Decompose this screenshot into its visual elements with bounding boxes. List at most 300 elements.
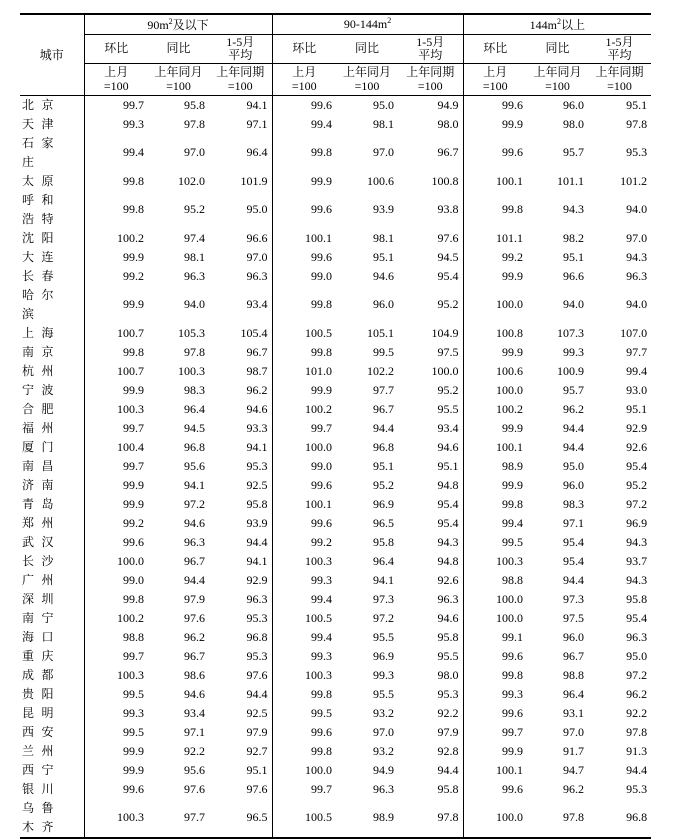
value-cell: 95.7 [563,382,585,397]
value-cell: 97.6 [246,667,268,682]
table-row [20,571,651,590]
value-cell: 96.4 [184,401,205,416]
value-cell: 100.9 [557,363,585,378]
value-cell: 95.1 [626,401,648,416]
value-cell: 94.0 [184,297,205,311]
value-cell: 99.7 [272,419,336,438]
value-cell: 91.3 [626,743,648,758]
value-cell: 100.6 [463,362,527,381]
value-cell: 94.7 [563,762,585,777]
value-cell: 99.7 [84,419,148,438]
value-cell: 97.2 [626,667,648,682]
value-cell: 96.8 [588,799,651,838]
value-cell: 96.8 [246,629,268,644]
table-row [20,514,651,533]
table-row [20,609,651,628]
table-row [20,780,651,799]
value-cell: 99.6 [463,134,527,172]
value-cell: 99.9 [84,761,148,780]
value-cell: 99.6 [84,780,148,799]
value-cell: 97.0 [184,145,205,159]
value-cell: 100.0 [84,552,148,571]
table-row [20,761,651,780]
value-cell: 102.2 [367,363,395,378]
value-cell: 93.9 [246,515,268,530]
city-cell: 沈阳 [22,230,54,245]
value-cell: 96.4 [373,553,395,568]
city-cell: 大连 [22,249,54,264]
value-cell: 96.7 [184,648,205,663]
value-cell: 97.8 [626,724,648,739]
table-row [20,666,651,685]
value-cell: 97.6 [184,610,205,625]
value-cell: 92.2 [626,705,648,720]
city-cell: 西安 [22,724,54,739]
metric-header: 环比 [463,34,527,63]
table-row [20,495,651,514]
table-row [20,457,651,476]
value-cell: 97.0 [563,724,585,739]
value-cell: 99.1 [463,628,527,647]
value-cell: 100.3 [84,799,148,838]
value-cell: 97.9 [437,724,459,739]
table-row [20,95,651,115]
city-cell: 福州 [22,420,54,435]
value-cell: 97.9 [246,724,268,739]
table-row [20,799,651,838]
value-cell: 100.0 [463,799,527,838]
city-cell: 宁波 [22,382,54,397]
value-cell: 94.6 [373,268,395,283]
value-cell: 95.4 [563,534,585,549]
table-row [20,628,651,647]
value-cell: 99.7 [84,95,148,115]
value-cell: 96.3 [626,268,648,283]
value-cell: 96.7 [184,553,205,568]
value-cell: 99.5 [84,685,148,704]
table-row [20,343,651,362]
value-cell: 100.1 [463,438,527,457]
value-cell: 94.6 [246,401,268,416]
city-cell: 厦门 [22,439,54,454]
city-cell: 重庆 [22,648,54,663]
value-cell: 94.3 [626,534,648,549]
metric-header: 1-5月 平均 [398,34,463,63]
value-cell: 95.7 [563,145,585,159]
value-cell: 105.1 [367,325,395,340]
value-cell: 96.3 [184,534,205,549]
value-cell: 95.8 [184,97,205,112]
value-cell: 99.8 [272,742,336,761]
value-cell: 96.6 [563,268,585,283]
value-cell: 99.6 [272,514,336,533]
value-cell: 101.1 [463,229,527,248]
value-cell: 97.9 [184,591,205,606]
value-cell: 99.4 [84,134,148,172]
value-cell: 98.0 [437,667,459,682]
value-cell: 97.8 [626,116,648,131]
value-cell: 100.5 [272,324,336,343]
value-cell: 95.8 [437,629,459,644]
value-cell: 105.4 [240,325,268,340]
value-cell: 95.3 [246,648,268,663]
value-cell: 100.2 [272,400,336,419]
value-cell: 92.2 [184,743,205,758]
value-cell: 93.2 [373,743,395,758]
value-cell: 92.5 [246,705,268,720]
value-cell: 105.3 [178,325,205,340]
value-cell: 100.3 [272,666,336,685]
value-cell: 98.2 [563,230,585,245]
value-cell: 96.0 [563,97,585,112]
value-cell: 93.4 [184,705,205,720]
value-cell: 101.2 [620,173,648,188]
value-cell: 99.5 [84,723,148,742]
value-cell: 97.6 [246,781,268,796]
table-row [20,400,651,419]
value-cell: 97.8 [527,799,588,838]
value-cell: 99.6 [272,723,336,742]
value-cell: 100.8 [463,324,527,343]
value-cell: 96.5 [373,515,395,530]
value-cell: 96.5 [209,799,272,838]
city-cell: 南宁 [22,610,54,625]
value-cell: 99.8 [272,286,336,324]
value-cell: 92.6 [437,572,459,587]
value-cell: 96.2 [246,382,268,397]
table-row [20,742,651,761]
value-cell: 95.4 [626,610,648,625]
value-cell: 92.8 [437,743,459,758]
value-cell: 99.9 [463,267,527,286]
value-cell: 96.0 [373,297,395,311]
value-cell: 100.1 [463,761,527,780]
value-cell: 94.8 [437,553,459,568]
value-cell: 94.5 [184,420,205,435]
value-cell: 100.1 [272,495,336,514]
value-cell: 97.1 [563,515,585,530]
value-cell: 99.6 [463,704,527,723]
value-cell: 96.9 [373,648,395,663]
table-row [20,723,651,742]
value-cell: 94.4 [563,420,585,435]
base-header: 上年同期 =100 [209,63,272,95]
value-cell: 99.4 [626,363,648,378]
value-cell: 94.3 [626,249,648,264]
value-cell: 97.0 [373,145,395,159]
value-cell: 95.8 [246,496,268,511]
value-cell: 98.1 [373,116,395,131]
base-header: 上年同月 =100 [527,63,588,95]
base-header: 上月 =100 [272,63,336,95]
value-cell: 99.6 [272,191,336,229]
value-cell: 94.1 [184,477,205,492]
value-cell: 99.8 [84,172,148,191]
value-cell: 94.1 [373,572,395,587]
table-row [20,552,651,571]
value-cell: 100.0 [463,381,527,400]
value-cell: 93.7 [626,553,648,568]
base-header: 上月 =100 [84,63,148,95]
value-cell: 94.4 [246,686,268,701]
metric-header: 1-5月 平均 [209,34,272,63]
value-cell: 99.9 [84,286,148,324]
value-cell: 97.1 [184,724,205,739]
city-cell: 南昌 [22,458,54,473]
value-cell: 97.2 [373,610,395,625]
value-cell: 99.8 [272,343,336,362]
city-cell: 郑州 [22,515,54,530]
group-header-small: $90m^2$及以下 [84,14,272,34]
value-cell: 95.3 [626,781,648,796]
table-row [20,647,651,666]
value-cell: 95.1 [246,762,268,777]
value-cell: 97.7 [373,382,395,397]
value-cell: 100.3 [463,552,527,571]
value-cell: 99.4 [463,514,527,533]
value-cell: 96.4 [246,145,268,159]
value-cell: 97.6 [184,781,205,796]
value-cell: 95.0 [246,202,268,216]
value-cell: 101.9 [240,173,268,188]
value-cell: 99.0 [272,457,336,476]
table-row [20,590,651,609]
value-cell: 100.3 [178,363,205,378]
table-row [20,134,651,172]
value-cell: 95.5 [437,401,459,416]
value-cell: 97.2 [184,496,205,511]
value-cell: 97.0 [626,230,648,245]
value-cell: 92.6 [626,439,648,454]
value-cell: 99.5 [272,704,336,723]
value-cell: 95.3 [246,458,268,473]
value-cell: 97.5 [563,610,585,625]
value-cell: 94.9 [437,97,459,112]
value-cell: 99.0 [84,571,148,590]
value-cell: 95.4 [437,515,459,530]
city-cell: 长春 [22,268,54,283]
value-cell: 99.9 [463,419,527,438]
value-cell: 95.4 [437,268,459,283]
metric-header: 环比 [272,34,336,63]
value-cell: 94.4 [373,420,395,435]
value-cell: 93.2 [373,705,395,720]
value-cell: 94.4 [563,572,585,587]
value-cell: 100.0 [431,363,459,378]
value-cell: 96.4 [563,686,585,701]
value-cell: 94.6 [437,610,459,625]
value-cell: 100.8 [431,173,459,188]
value-cell: 98.3 [184,382,205,397]
value-cell: 97.4 [184,230,205,245]
value-cell: 96.2 [626,686,648,701]
value-cell: 93.0 [626,382,648,397]
city-cell: 杭州 [22,363,54,378]
value-cell: 95.2 [373,477,395,492]
value-cell: 94.4 [626,762,648,777]
value-cell: 97.0 [373,724,395,739]
value-cell: 99.4 [272,590,336,609]
value-cell: 107.3 [557,325,585,340]
value-cell: 95.3 [626,145,648,159]
value-cell: 97.7 [626,344,648,359]
value-cell: 95.8 [626,591,648,606]
value-cell: 95.1 [437,458,459,473]
value-cell: 95.4 [563,553,585,568]
table-row [20,172,651,191]
table-row [20,248,651,267]
value-cell: 99.6 [272,95,336,115]
value-cell: 99.6 [272,476,336,495]
value-cell: 100.0 [463,286,527,324]
value-cell: 96.8 [373,439,395,454]
value-cell: 99.6 [272,248,336,267]
value-cell: 97.1 [246,116,268,131]
value-cell: 95.0 [563,458,585,473]
value-cell: 104.9 [431,325,459,340]
value-cell: 95.1 [373,249,395,264]
value-cell: 94.0 [626,297,648,311]
value-cell: 95.4 [437,496,459,511]
value-cell: 99.9 [463,742,527,761]
value-cell: 95.1 [373,458,395,473]
value-cell: 99.9 [84,742,148,761]
value-cell: 99.9 [84,248,148,267]
metric-header: 同比 [336,34,398,63]
table-row [20,381,651,400]
value-cell: 93.4 [437,420,459,435]
value-cell: 96.9 [626,515,648,530]
value-cell: 99.9 [272,381,336,400]
city-cell: 石家庄 [22,135,54,169]
value-cell: 94.4 [437,762,459,777]
value-cell: 98.6 [184,667,205,682]
value-cell: 100.0 [272,438,336,457]
table-row [20,685,651,704]
table-header [20,14,651,95]
value-cell: 95.1 [563,249,585,264]
value-cell: 99.5 [463,533,527,552]
value-cell: 99.9 [84,495,148,514]
value-cell: 96.7 [437,145,459,159]
value-cell: 99.9 [84,381,148,400]
value-cell: 96.8 [184,439,205,454]
city-cell: 海口 [22,629,54,644]
value-cell: 98.0 [563,116,585,131]
value-cell: 95.5 [373,686,395,701]
value-cell: 94.0 [563,297,585,311]
value-cell: 100.0 [272,761,336,780]
value-cell: 98.8 [463,571,527,590]
base-header: 上年同期 =100 [588,63,651,95]
value-cell: 93.8 [437,202,459,216]
value-cell: 94.1 [246,439,268,454]
value-cell: 94.3 [437,534,459,549]
value-cell: 97.8 [184,344,205,359]
base-header: 上年同期 =100 [398,63,463,95]
value-cell: 99.8 [463,191,527,229]
value-cell: 98.9 [463,457,527,476]
value-cell: 92.2 [437,705,459,720]
value-cell: 99.4 [272,115,336,134]
value-cell: 100.2 [463,400,527,419]
value-cell: 99.2 [463,248,527,267]
value-cell: 99.8 [84,343,148,362]
table-row [20,419,651,438]
value-cell: 91.7 [563,743,585,758]
value-cell: 99.8 [84,590,148,609]
metric-header: 同比 [527,34,588,63]
value-cell: 107.0 [620,325,648,340]
table-row [20,229,651,248]
table-row [20,533,651,552]
value-cell: 94.6 [437,439,459,454]
value-cell: 94.4 [246,534,268,549]
value-cell: 99.7 [84,457,148,476]
value-cell: 99.8 [272,685,336,704]
table-row [20,438,651,457]
value-cell: 99.7 [272,780,336,799]
value-cell: 100.1 [272,229,336,248]
value-cell: 99.9 [272,172,336,191]
city-cell: 济南 [22,477,54,492]
value-cell: 98.8 [84,628,148,647]
table-row [20,362,651,381]
value-cell: 98.9 [336,799,398,838]
value-cell: 95.2 [184,202,205,216]
value-cell: 96.9 [373,496,395,511]
value-cell: 99.8 [84,191,148,229]
group-header-large: $144m^2$以上 [463,14,651,34]
value-cell: 101.0 [272,362,336,381]
base-header: 上年同月 =100 [148,63,209,95]
value-cell: 96.3 [184,268,205,283]
city-cell: 广州 [22,572,54,587]
value-cell: 96.0 [563,629,585,644]
value-cell: 95.6 [184,762,205,777]
value-cell: 102.0 [178,173,205,188]
value-cell: 98.8 [563,667,585,682]
value-cell: 96.0 [563,477,585,492]
value-cell: 100.7 [84,324,148,343]
value-cell: 93.9 [373,202,395,216]
value-cell: 97.3 [563,591,585,606]
base-header: 上年同月 =100 [336,63,398,95]
group-header-medium: $90-144m^2$ [272,14,463,34]
value-cell: 94.1 [246,553,268,568]
city-cell: 乌鲁木齐 [20,799,84,838]
value-cell: 95.5 [437,648,459,663]
value-cell: 95.6 [184,458,205,473]
price-index-table [20,13,651,839]
value-cell: 94.4 [563,439,585,454]
value-cell: 100.0 [463,590,527,609]
value-cell: 95.8 [373,534,395,549]
value-cell: 99.3 [272,571,336,590]
city-cell: 兰州 [22,743,54,758]
value-cell: 92.5 [246,477,268,492]
value-cell: 94.5 [437,249,459,264]
value-cell: 93.4 [246,297,268,311]
value-cell: 100.5 [272,799,336,838]
value-cell: 96.2 [563,781,585,796]
value-cell: 99.2 [84,267,148,286]
value-cell: 92.7 [246,743,268,758]
value-cell: 99.8 [463,495,527,514]
city-cell: 银川 [22,781,54,796]
value-cell: 96.6 [246,230,268,245]
value-cell: 100.3 [272,552,336,571]
